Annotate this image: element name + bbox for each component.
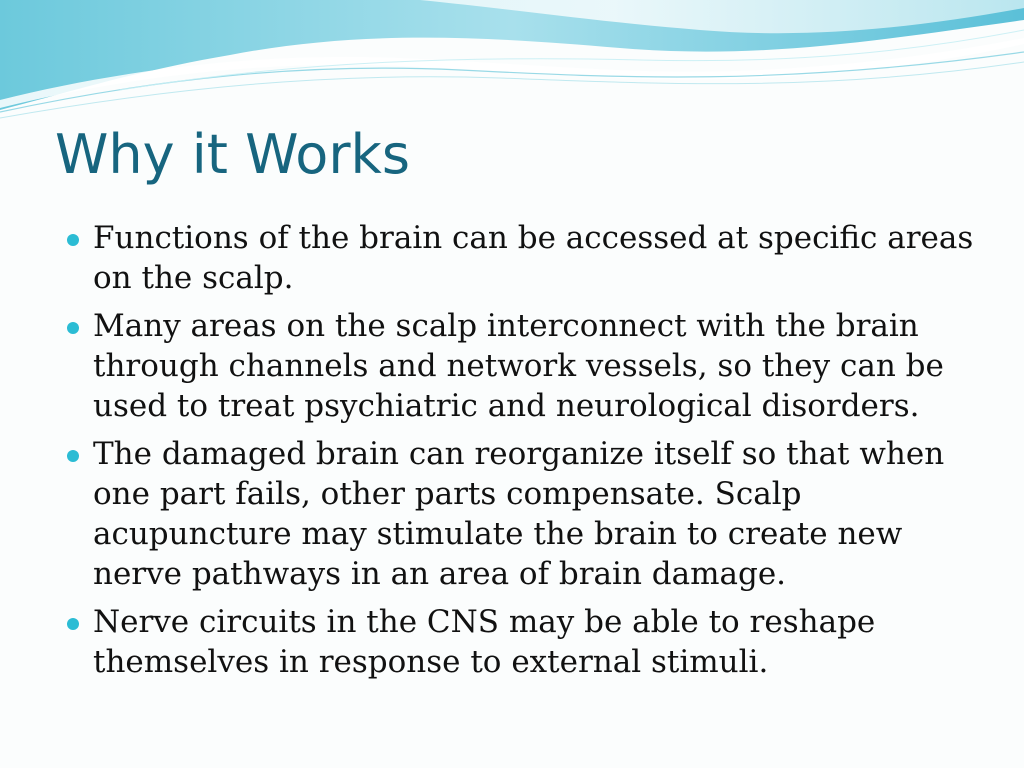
bullet-dot-icon <box>67 618 79 630</box>
bullet-item-nerve-circuits <box>60 602 980 682</box>
bullet-text: Many areas on the scalp interconnect with the brain through channels and network vessels, so they can be used to treat psychiatric and neurological disorders. <box>93 308 944 424</box>
bullet-text: Functions of the brain can be accessed at specific areas on the scalp. <box>93 220 974 296</box>
bullet-text: The damaged brain can reorganize itself so that when one part fails, other parts compensate. Scalp acupuncture may stimulate the brain to create new nerve pathways in an area of brain damage. <box>93 436 945 592</box>
bullet-item-brain-functions <box>60 218 980 298</box>
bullet-dot-icon <box>67 234 79 246</box>
bullet-dot-icon <box>67 450 79 462</box>
bullet-dot-icon <box>67 322 79 334</box>
wave-header-decoration <box>0 0 1024 130</box>
bullet-item-reorganize <box>60 434 980 594</box>
bullet-item-interconnect <box>60 306 980 426</box>
slide-title: Why it Works <box>55 123 410 186</box>
bullet-list <box>60 218 980 690</box>
bullet-text: Nerve circuits in the CNS may be able to reshape themselves in response to external stimuli. <box>93 604 876 680</box>
